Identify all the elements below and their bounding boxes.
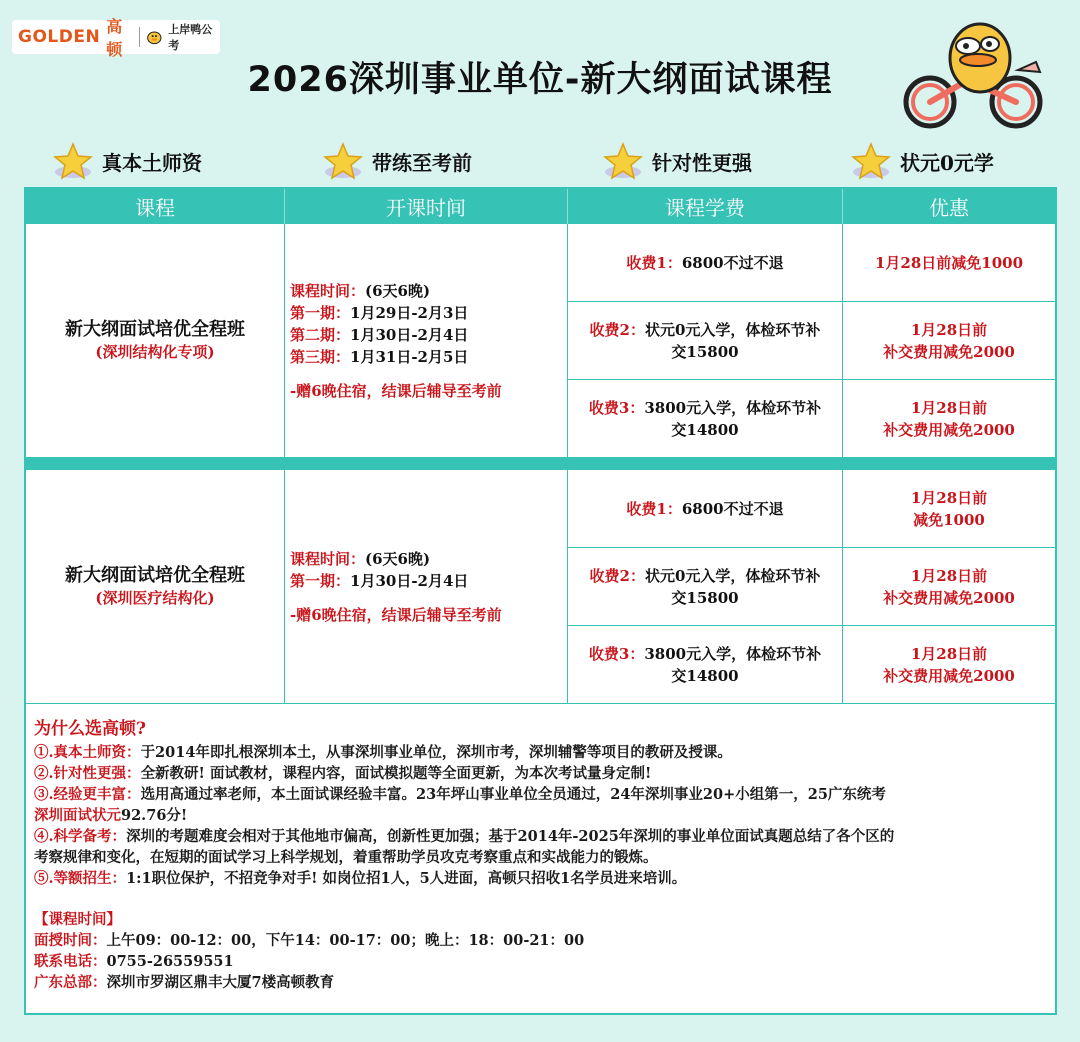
- fee-text-cont: 交15800: [671, 342, 739, 361]
- discount-text: 1月28日前减免1000: [874, 253, 1024, 272]
- feature-item: [52, 140, 202, 182]
- course-name-cell: [26, 470, 285, 704]
- fee-text-cont: 交14800: [671, 666, 739, 685]
- star-icon: [850, 140, 892, 182]
- discount-cell: [843, 548, 1055, 626]
- contact-hours-value: 上午09：00-12：00，下午14：00-17：00；晚上：18：00-21：00: [106, 932, 585, 949]
- why-item-highlight: 深圳面试状元: [34, 807, 121, 824]
- discount-cell: [843, 470, 1055, 548]
- period-label: 第一期：: [290, 571, 351, 590]
- fee-label: 收费1：: [626, 499, 682, 518]
- why-section: [34, 719, 1054, 993]
- course-name-cell: [26, 224, 285, 458]
- contact-phone: [34, 951, 1054, 972]
- brand-logo: [12, 17, 220, 59]
- course-subtitle: (深圳结构化专项): [95, 342, 215, 361]
- gift-note: -赠6晚住宿，结课后辅导至考前: [290, 381, 502, 400]
- duck-logo-icon: [146, 28, 163, 46]
- discount-text-cont: 补交费用减免2000: [883, 420, 1015, 439]
- why-item-text: 全新教研! 面试教材，课程内容，面试模拟题等全面更新，为本次考试量身定制!: [140, 765, 652, 782]
- page-title: 2026深圳事业单位-新大纲面试课程: [247, 60, 833, 100]
- course-table: [24, 187, 1057, 1015]
- course-group: [26, 224, 1055, 458]
- gift-note: -赠6晚住宿，结课后辅导至考前: [290, 605, 502, 624]
- period-dates: 1月30日-2月4日: [350, 571, 469, 590]
- contact-block: [34, 909, 1054, 993]
- fee-cell: [568, 224, 843, 302]
- duck-bicycle-icon: [898, 10, 1048, 130]
- logo-divider: [139, 27, 140, 47]
- schedule-cell: [285, 224, 568, 458]
- fee-text: 6800不过不退: [681, 499, 784, 518]
- feature-label: 状元0元学: [900, 150, 994, 175]
- period-label: 第三期：: [290, 347, 351, 366]
- fee-label: 收费3：: [588, 644, 645, 663]
- why-item-text: 深圳的考题难度会相对于其他地市偏高，创新性更加强；基于2014年-2025年深圳的事业单位面试真题总结了各个区的: [126, 828, 895, 845]
- why-item-text: 1:1职位保护，不招竞争对手! 如岗位招1人，5人进面，高顿只招收1名学员进来培训。: [126, 870, 687, 887]
- header-fee: 课程学费: [568, 189, 843, 224]
- why-item: [34, 826, 1054, 868]
- period-label: 第二期：: [290, 325, 351, 344]
- time-value: (6天6晚): [365, 281, 431, 300]
- discount-text: 1月28日前: [910, 644, 988, 663]
- time-label: 课程时间：: [290, 281, 366, 300]
- fee-cell: [568, 380, 843, 458]
- contact-hours-label: 面授时间：: [34, 932, 107, 949]
- period-dates: 1月29日-2月3日: [350, 303, 469, 322]
- discount-text: 1月28日前: [910, 566, 988, 585]
- logo-cn-text: 高顿: [106, 17, 123, 59]
- discount-text-cont: 减免1000: [913, 510, 985, 529]
- schedule-cell: [285, 470, 568, 704]
- fee-cell: [568, 548, 843, 626]
- fee-label: 收费2：: [589, 320, 645, 339]
- why-item-label: ④.科学备考：: [34, 828, 127, 845]
- why-title: 为什么选高顿?: [34, 719, 146, 739]
- header-time: 开课时间: [285, 189, 568, 224]
- why-item: [34, 784, 1054, 826]
- contact-phone-label: 联系电话：: [34, 953, 107, 970]
- contact-hq: [34, 972, 1054, 993]
- why-item: [34, 763, 1054, 784]
- course-subtitle: (深圳医疗结构化): [95, 588, 215, 607]
- fee-text: 3800元入学，体检环节补: [644, 644, 822, 663]
- fee-text: 状元0元入学，体检环节补: [644, 566, 821, 585]
- course-group: [26, 470, 1055, 704]
- contact-heading: 【课程时间】: [34, 911, 121, 928]
- discount-cell: [843, 302, 1055, 380]
- fee-cell: [568, 470, 843, 548]
- fee-label: 收费2：: [589, 566, 645, 585]
- discount-text-cont: 补交费用减免2000: [883, 666, 1015, 685]
- period-dates: 1月31日-2月5日: [350, 347, 469, 366]
- why-item-text: 选用高通过率老师，本土面试课经验丰富。23年坪山事业单位全员通过，24年深圳事业20+小组第一，25广东统考: [140, 786, 886, 803]
- feature-label: 真本土师资: [102, 150, 202, 175]
- why-item-label: ②.针对性更强：: [34, 765, 141, 782]
- star-icon: [602, 140, 644, 182]
- star-icon: [52, 140, 94, 182]
- period-dates: 1月30日-2月4日: [350, 325, 469, 344]
- why-item: [34, 742, 1054, 763]
- why-item-text: 于2014年即扎根深圳本土，从事深圳事业单位，深圳市考，深圳辅警等项目的教研及授课。: [140, 744, 732, 761]
- feature-item: [322, 140, 472, 182]
- header-discount: 优惠: [929, 196, 969, 220]
- fee-text-cont: 交15800: [671, 588, 739, 607]
- fee-cell: [568, 626, 843, 704]
- fee-label: 收费3：: [588, 398, 645, 417]
- star-icon: [322, 140, 364, 182]
- fee-text: 状元0元入学，体检环节补: [644, 320, 821, 339]
- table-header: [26, 189, 1055, 224]
- fee-cell: [568, 302, 843, 380]
- feature-label: 针对性更强: [652, 150, 752, 175]
- contact-hq-label: 广东总部：: [34, 974, 107, 991]
- time-label: 课程时间：: [290, 549, 366, 568]
- fee-text-cont: 交14800: [671, 420, 739, 439]
- discount-cell: [843, 380, 1055, 458]
- contact-hq-value: 深圳市罗湖区鼎丰大厦7楼高顿教育: [106, 974, 335, 991]
- period-label: 第一期：: [290, 303, 351, 322]
- discount-text: 1月28日前: [910, 320, 988, 339]
- why-item-label: ①.真本土师资：: [34, 744, 141, 761]
- feature-strip: [0, 140, 1080, 188]
- contact-hours: [34, 930, 1054, 951]
- time-value: (6天6晚): [365, 549, 431, 568]
- why-item-label: ③.经验更丰富：: [34, 786, 141, 803]
- logo-partner-text: 上岸鸭公考: [168, 23, 213, 52]
- header-course: 课程: [26, 189, 285, 224]
- discount-cell: [843, 626, 1055, 704]
- why-item-text-cont: 考察规律和变化，在短期的面试学习上科学规划，着重帮助学员攻克考察重点和实战能力的锻炼。: [34, 849, 658, 866]
- logo-golden-text: GOLDEN: [18, 27, 101, 47]
- course-name: 新大纲面试培优全程班: [65, 564, 245, 586]
- discount-text: 1月28日前: [910, 488, 988, 507]
- discount-text-cont: 补交费用减免2000: [883, 342, 1015, 361]
- discount-text: 1月28日前: [910, 398, 988, 417]
- feature-item: [850, 140, 994, 182]
- fee-label: 收费1：: [626, 253, 682, 272]
- group-divider: [26, 458, 1055, 470]
- why-item-label: ⑤.等额招生：: [34, 870, 127, 887]
- course-name: 新大纲面试培优全程班: [65, 318, 245, 340]
- discount-text-cont: 补交费用减免2000: [883, 588, 1015, 607]
- fee-text: 6800不过不退: [681, 253, 784, 272]
- fee-text: 3800元入学，体检环节补: [644, 398, 822, 417]
- why-item-text-cont: 92.76分!: [121, 807, 188, 824]
- feature-item: [602, 140, 752, 182]
- contact-phone-value: 0755-26559551: [106, 953, 234, 970]
- why-item: [34, 868, 1054, 889]
- feature-label: 带练至考前: [372, 150, 472, 175]
- discount-cell: [843, 224, 1055, 302]
